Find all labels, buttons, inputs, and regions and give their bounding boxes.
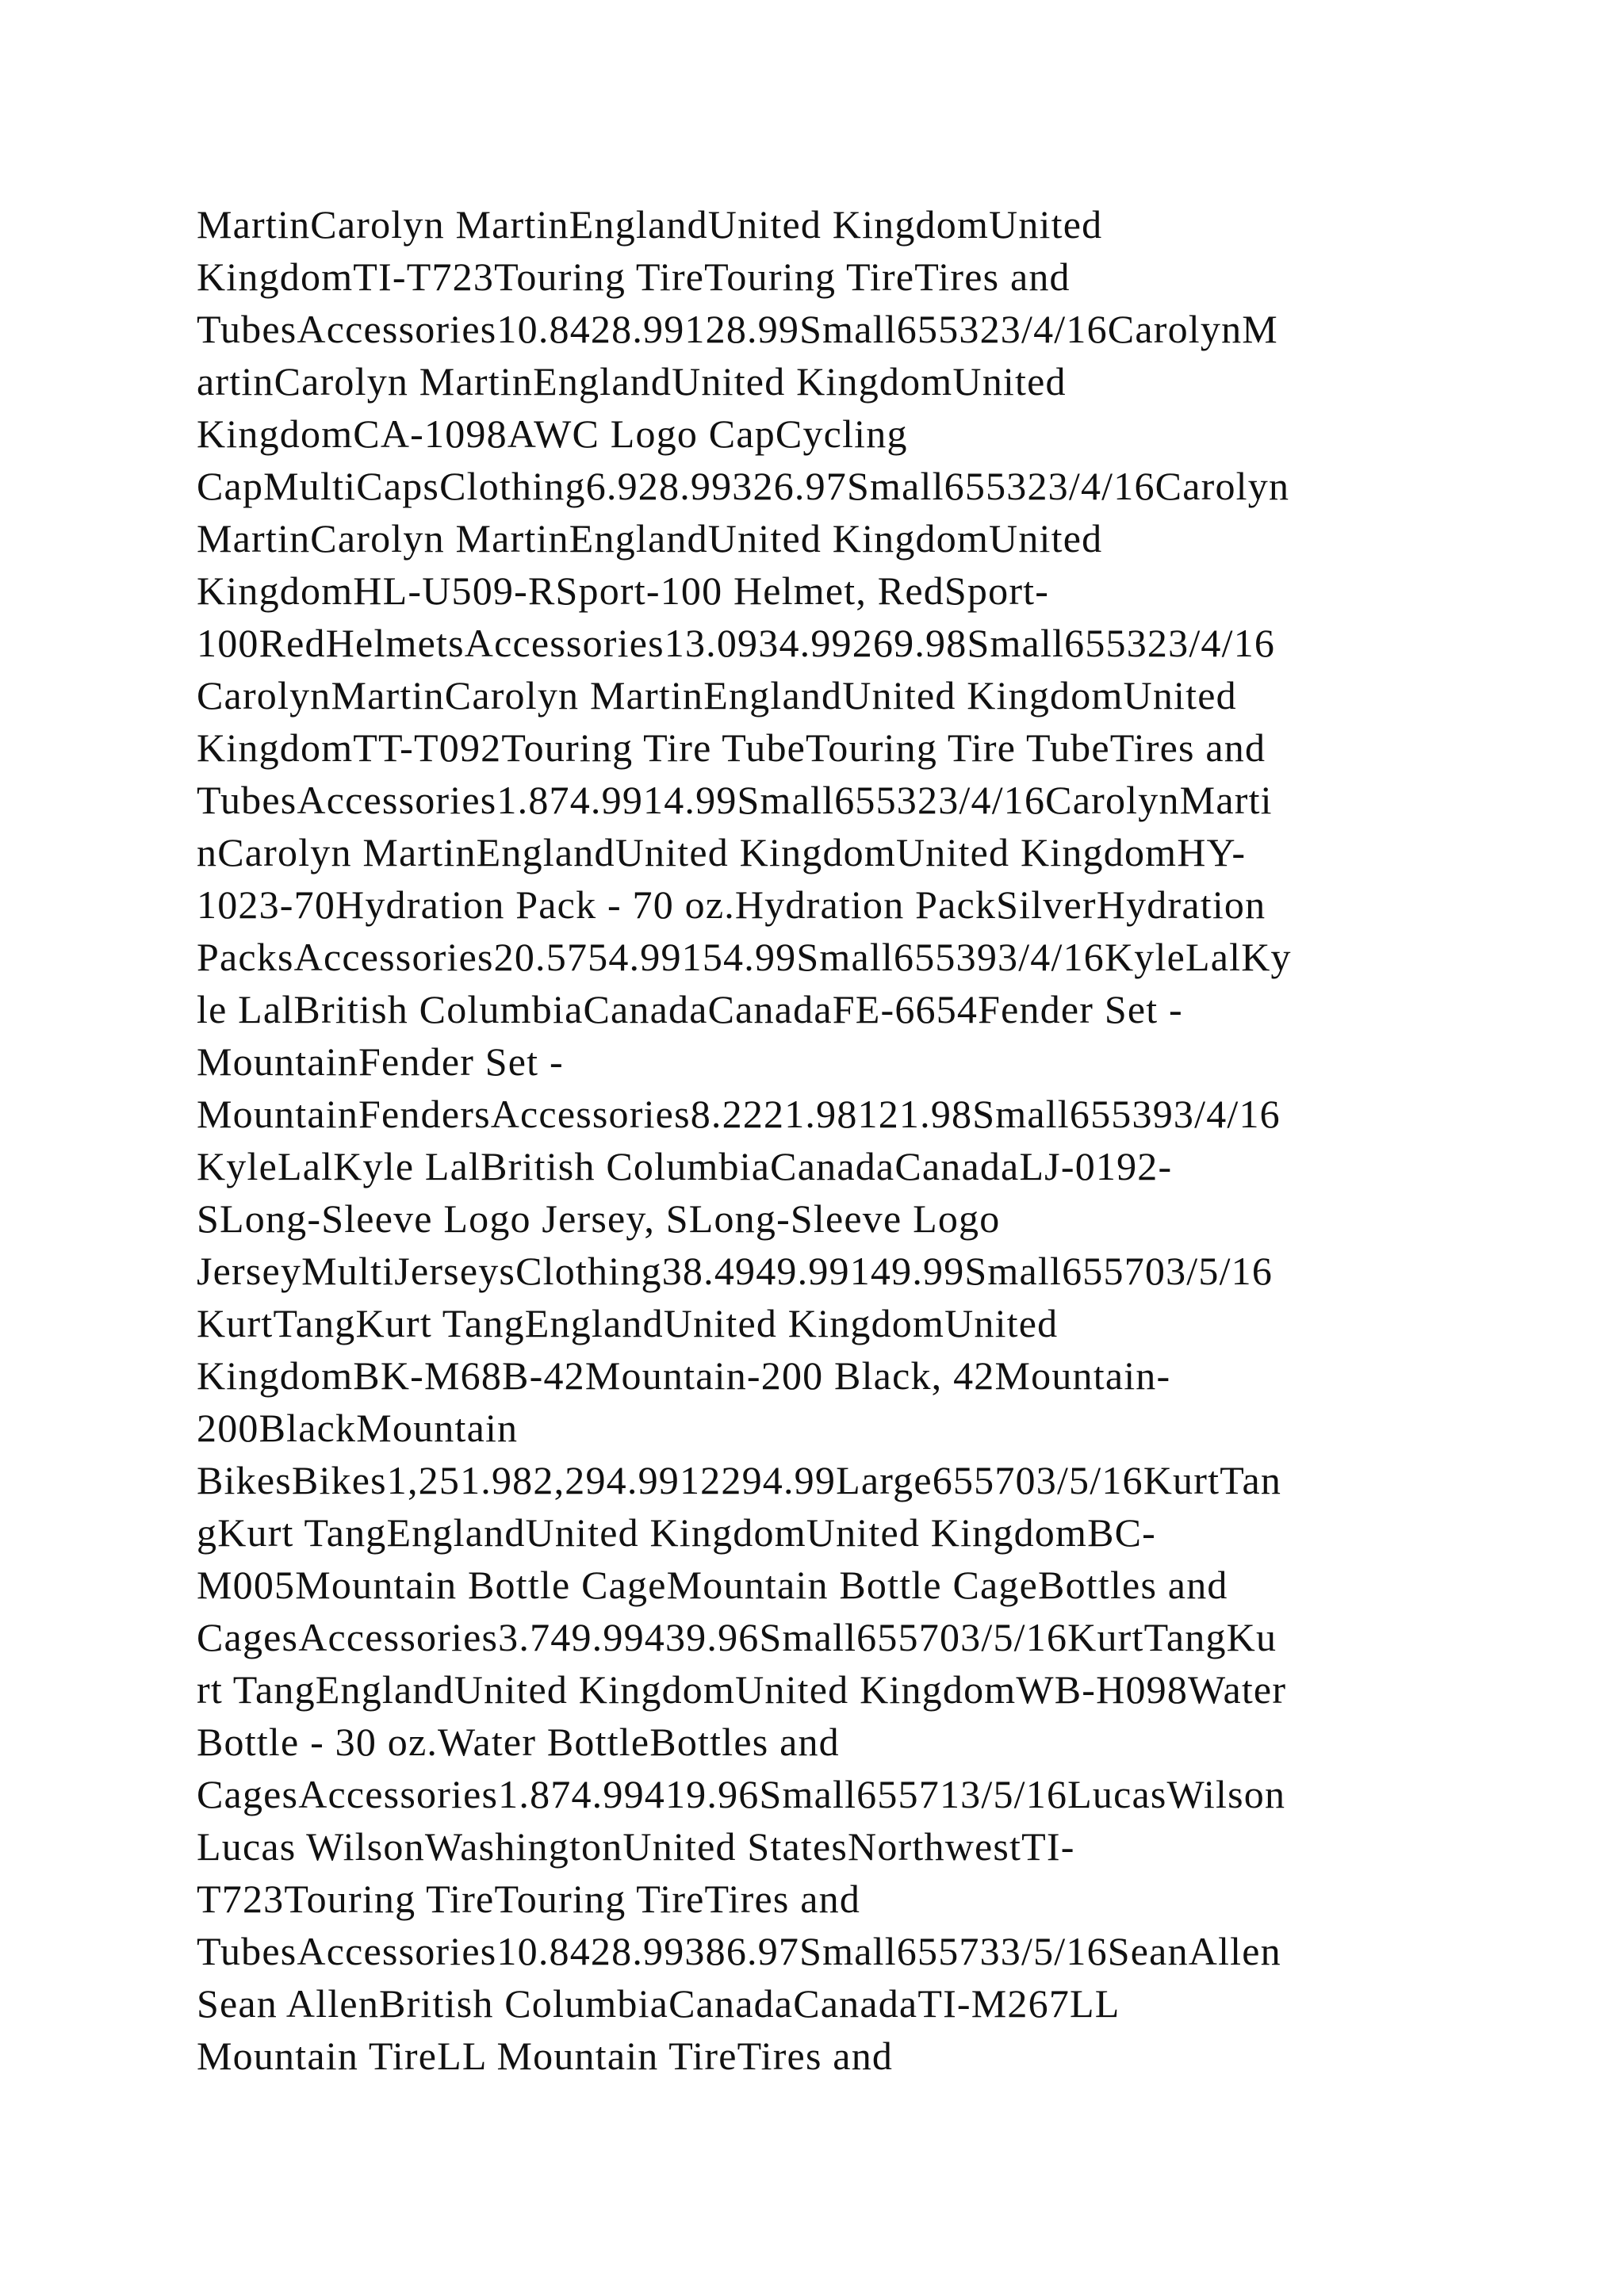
text-line: KingdomTI-T723Touring TireTouring TireTires and [197, 254, 1071, 299]
text-line: le LalBritish ColumbiaCanadaCanadaFE-6654Fender Set - [197, 987, 1183, 1031]
text-line: TubesAccessories1.874.9914.99Small655323/4/16CarolynMarti [197, 778, 1273, 822]
text-line: Sean AllenBritish ColumbiaCanadaCanadaTI-M267LL [197, 1981, 1120, 2026]
text-line: MountainFender Set - [197, 1039, 564, 1084]
text-line: CagesAccessories3.749.99439.96Small655703/5/16KurtTangKu [197, 1615, 1277, 1659]
text-line: KyleLalKyle LalBritish ColumbiaCanadaCanadaLJ-0192- [197, 1144, 1173, 1188]
text-line: artinCarolyn MartinEnglandUnited KingdomUnited [197, 359, 1067, 404]
document-body-text [197, 198, 1450, 2082]
text-line: KurtTangKurt TangEnglandUnited KingdomUnited [197, 1301, 1059, 1345]
text-line: M005Mountain Bottle CageMountain Bottle CageBottles and [197, 1563, 1228, 1607]
text-line: BikesBikes1,251.982,294.9912294.99Large655703/5/16KurtTan [197, 1458, 1282, 1502]
text-line: Lucas WilsonWashingtonUnited StatesNorthwestTI- [197, 1824, 1075, 1869]
text-line: MartinCarolyn MartinEnglandUnited KingdomUnited [197, 202, 1103, 247]
text-line: KingdomBK-M68B-42Mountain-200 Black, 42Mountain- [197, 1353, 1171, 1398]
text-line: 200BlackMountain [197, 1406, 519, 1450]
text-line: PacksAccessories20.5754.99154.99Small655393/4/16KyleLalKy [197, 935, 1292, 979]
text-line: JerseyMultiJerseysClothing38.4949.99149.99Small655703/5/16 [197, 1249, 1274, 1293]
text-line: Mountain TireLL Mountain TireTires and [197, 2034, 894, 2078]
text-line: TubesAccessories10.8428.99386.97Small655733/5/16SeanAllen [197, 1929, 1281, 1973]
text-line: MartinCarolyn MartinEnglandUnited KingdomUnited [197, 516, 1103, 561]
text-line: T723Touring TireTouring TireTires and [197, 1877, 861, 1921]
text-line: nCarolyn MartinEnglandUnited KingdomUnited KingdomHY- [197, 830, 1247, 874]
text-line: MountainFendersAccessories8.2221.98121.98Small655393/4/16 [197, 1092, 1281, 1136]
text-line: gKurt TangEnglandUnited KingdomUnited KingdomBC- [197, 1510, 1157, 1555]
text-line: KingdomHL-U509-RSport-100 Helmet, RedSport- [197, 568, 1050, 613]
text-line: 100RedHelmetsAccessories13.0934.99269.98Small655323/4/16 [197, 621, 1276, 665]
text-line: CarolynMartinCarolyn MartinEnglandUnited KingdomUnited [197, 673, 1237, 718]
text-line: 1023-70Hydration Pack - 70 oz.Hydration PackSilverHydration [197, 882, 1266, 927]
text-line: Bottle - 30 oz.Water BottleBottles and [197, 1720, 840, 1764]
text-line: rt TangEnglandUnited KingdomUnited KingdomWB-H098Water [197, 1667, 1287, 1712]
text-line: CapMultiCapsClothing6.928.99326.97Small655323/4/16Carolyn [197, 464, 1290, 508]
text-line: TubesAccessories10.8428.99128.99Small655323/4/16CarolynM [197, 307, 1278, 351]
text-line: CagesAccessories1.874.99419.96Small655713/5/16LucasWilson [197, 1772, 1286, 1816]
text-line: KingdomTT-T092Touring Tire TubeTouring Tire TubeTires and [197, 725, 1266, 770]
text-line: SLong-Sleeve Logo Jersey, SLong-Sleeve Logo [197, 1196, 1001, 1241]
text-line: KingdomCA-1098AWC Logo CapCycling [197, 411, 908, 456]
